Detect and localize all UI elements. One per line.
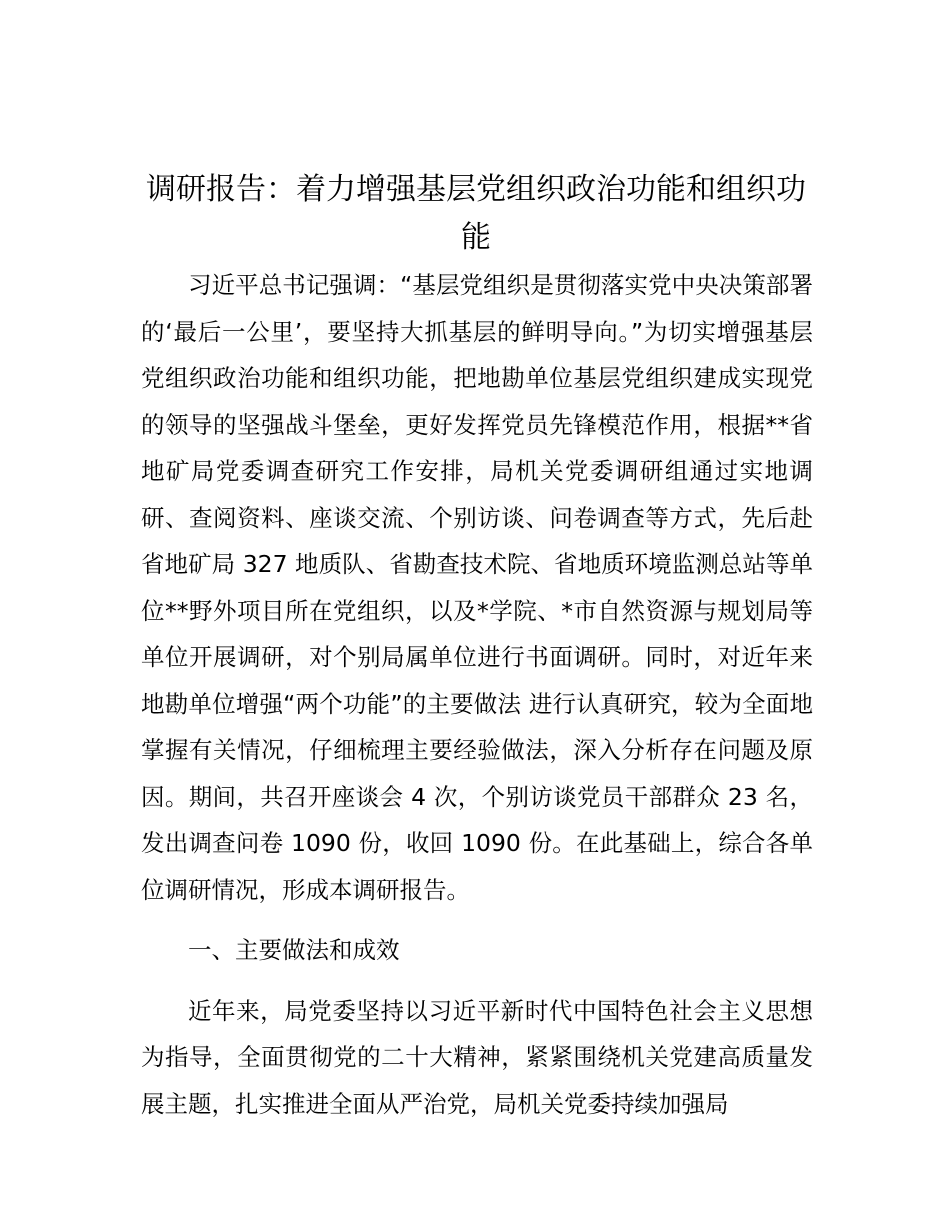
document-title: 调研报告：着力增强基层党组织政治功能和组织功能 [146,172,806,255]
section-heading: 一、主要做法和成效 [188,936,400,964]
document-body [141,262,813,1141]
section-paragraph: 近年来，局党委坚持以习近平新时代中国特色社会主义思想为指导，全面贯彻党的二十大精神，紧紧围绕机关党建高质量发展主题，扎实推进全面从严治党，局机关党委持续加强局 [141,996,813,1118]
intro-paragraph: 习近平总书记强调：“基层党组织是贯彻落实党中央决策部署的‘最后一公里’，要坚持大抓基层的鲜明导向。”为切实增强基层党组织政治功能和组织功能，把地勘单位基层党组织建成实现党的领导的坚强战斗堡垒，更好发挥党员先锋模范作用，根据**省地矿局党委调查研究工作安排，局机关党委调研组通过实地调研、查阅资料、座谈交流、个别访谈、问卷调查等方式，先后赴省地矿局 327 地质队、省勘查技术院、省地质环境监测总站等单位**野外项目所在党组织，以及*学院、*市自然资源与规划局等单位开展调研，对个别局属单位进行书面调研。同时，对近年来地勘单位增强“两个功能”的主要做法 进行认真研究，较为全面地掌握有关情况，仔细梳理主要经验做法，深入分析存在问题及原因。期间，共召开座谈会 4 次，个别访谈党员干部群众 23 名，发出调查问卷 1090 份，收回 1090 份。在此基础上，综合各单位调研情况，形成本调研报告。 [141,271,813,904]
